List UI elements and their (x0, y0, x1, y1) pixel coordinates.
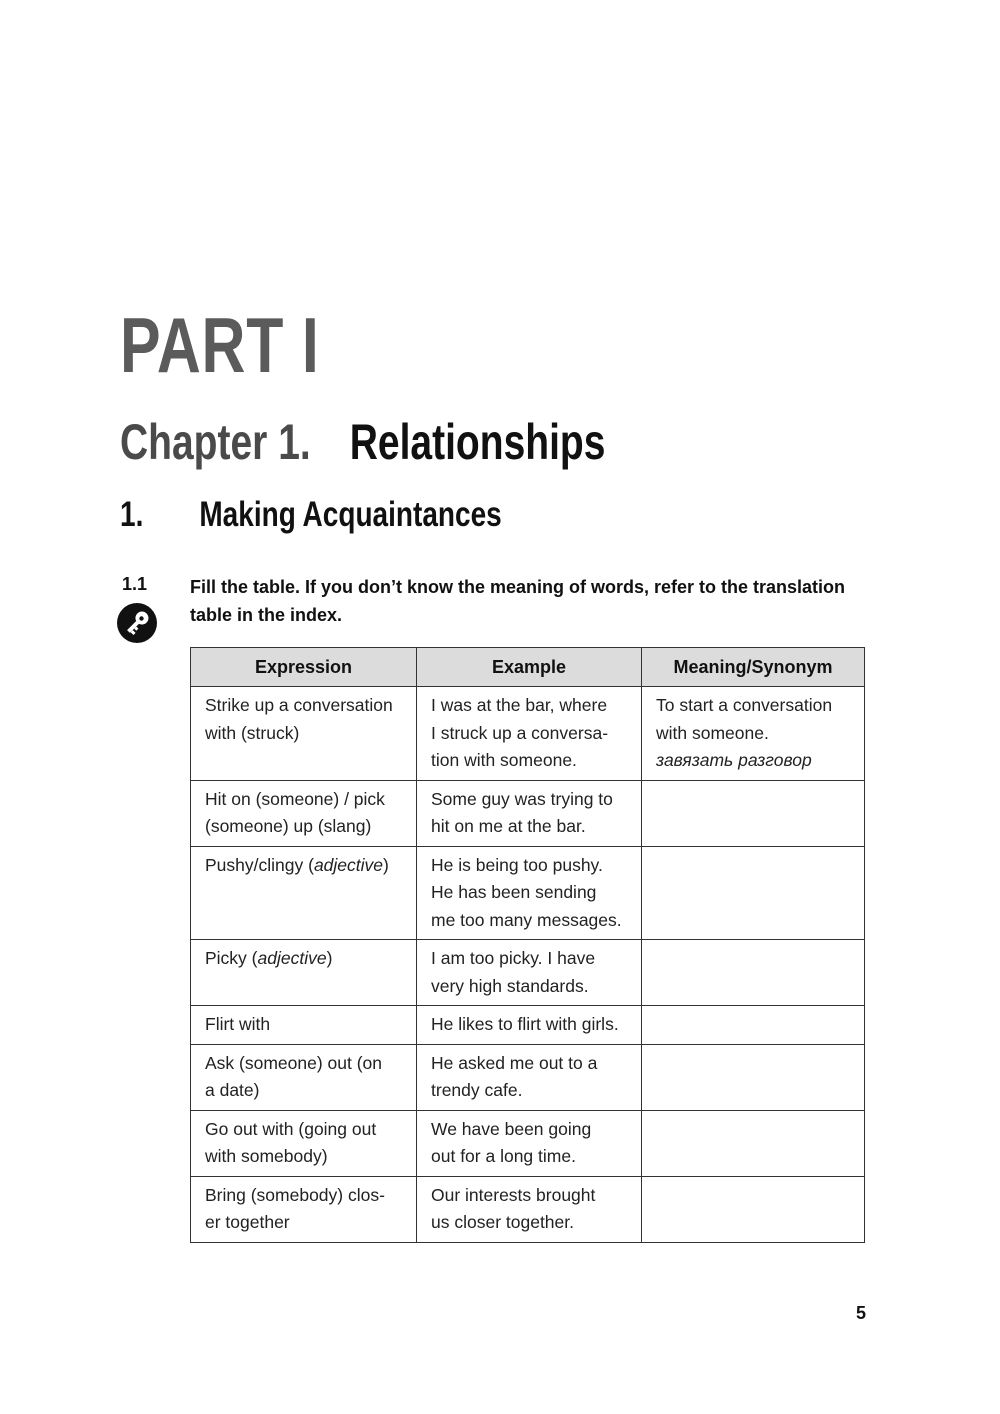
example-cell (417, 687, 642, 781)
cell-text: me too many messages. (431, 909, 622, 930)
expression-cell (191, 1176, 417, 1242)
cell-text: We have been going (431, 1118, 592, 1139)
section-number: 1. (120, 495, 144, 534)
example-cell (417, 1110, 642, 1176)
table-header-row (191, 648, 865, 687)
chapter-number: Chapter 1. (120, 414, 311, 470)
exercise-number: 1.1 (122, 574, 148, 594)
table-row (191, 1110, 865, 1176)
cell-text: with someone. (656, 722, 769, 743)
cell-text: Bring (somebody) clos- (205, 1184, 385, 1205)
cell-text: very high standards. (431, 975, 589, 996)
cell-text: I am too picky. I have (431, 948, 596, 968)
cell-text: Ask (someone) out (on (205, 1052, 383, 1073)
chapter-title (120, 412, 605, 472)
expression-cell (191, 1110, 417, 1176)
cell-text: Strike up a conversation (205, 695, 393, 715)
example-cell (417, 780, 642, 846)
expression-cell (191, 780, 417, 846)
key-icon (117, 603, 157, 643)
cell-text: (someone) up (slang) (205, 816, 372, 836)
expression-cell (191, 1044, 417, 1110)
cell-text: He is being too pushy. (431, 854, 603, 875)
cell-text-part: ) (326, 948, 333, 968)
expression-cell (191, 940, 417, 1006)
cell-text: Some guy was trying to (431, 788, 613, 809)
cell-text: I was at the bar, where (431, 695, 608, 715)
cell-text: us closer together. (431, 1212, 574, 1232)
part-title: PART I (120, 301, 320, 389)
part-of-speech: adjective (257, 948, 327, 968)
table-row (191, 780, 865, 846)
cell-text: a date) (205, 1080, 260, 1100)
table-row (191, 1176, 865, 1242)
cell-text: Flirt with (205, 1014, 271, 1034)
cell-text: I struck up a conversa- (431, 722, 609, 743)
meaning-cell-empty[interactable] (642, 940, 865, 1006)
table-row (191, 1006, 865, 1045)
header-expression: Expression (191, 648, 417, 687)
cell-text: He likes to flirt with girls. (431, 1014, 619, 1034)
cell-text-part: Pushy/clingy ( (205, 854, 314, 875)
expression-cell (191, 1006, 417, 1045)
cell-text: with somebody) (205, 1146, 328, 1166)
cell-text-part: Picky ( (205, 948, 258, 968)
table-row (191, 687, 865, 781)
vocabulary-table (190, 647, 865, 1243)
cell-text: with (struck) (205, 722, 300, 743)
cell-text: He has been sending (431, 882, 597, 902)
cell-text: out for a long time. (431, 1146, 576, 1166)
table-row (191, 846, 865, 940)
example-cell (417, 1006, 642, 1045)
section-title (120, 494, 502, 536)
header-meaning: Meaning/Synonym (642, 648, 865, 687)
meaning-cell-empty[interactable] (642, 1006, 865, 1045)
table-row (191, 940, 865, 1006)
example-cell (417, 846, 642, 940)
cell-text: He asked me out to a (431, 1052, 598, 1073)
page-number: 5 (856, 1303, 867, 1323)
header-example: Example (417, 648, 642, 687)
cell-text: tion with someone. (431, 750, 577, 770)
cell-text: Our interests brought (431, 1184, 596, 1205)
expression-cell (191, 846, 417, 940)
cell-text: To start a conversation (656, 695, 833, 715)
meaning-cell-empty[interactable] (642, 1044, 865, 1110)
table-row (191, 1044, 865, 1110)
cell-text: trendy cafe. (431, 1080, 523, 1100)
meaning-cell-empty[interactable] (642, 1176, 865, 1242)
section-name: Making Acquaintances (199, 495, 502, 534)
cell-text (205, 852, 403, 880)
cell-text: er together (205, 1212, 290, 1232)
meaning-cell-empty[interactable] (642, 846, 865, 940)
meaning-cell-empty[interactable] (642, 780, 865, 846)
meaning-cell-empty[interactable] (642, 1110, 865, 1176)
example-cell (417, 1044, 642, 1110)
cell-text: Hit on (someone) / pick (205, 788, 385, 809)
part-of-speech: adjective (313, 854, 384, 875)
expression-cell (191, 687, 417, 781)
cell-text: hit on me at the bar. (431, 816, 586, 836)
cell-text-part: ) (383, 854, 389, 875)
cell-text (205, 945, 403, 973)
translation-text: завязать разговор (656, 750, 812, 770)
example-cell (417, 940, 642, 1006)
exercise-instruction: Fill the table. If you don’t know the meaning of words, refer to the translation table in the index. (190, 577, 846, 625)
meaning-cell[interactable] (642, 687, 865, 781)
cell-text: Go out with (going out (205, 1118, 377, 1139)
chapter-name: Relationships (349, 414, 606, 470)
example-cell (417, 1176, 642, 1242)
